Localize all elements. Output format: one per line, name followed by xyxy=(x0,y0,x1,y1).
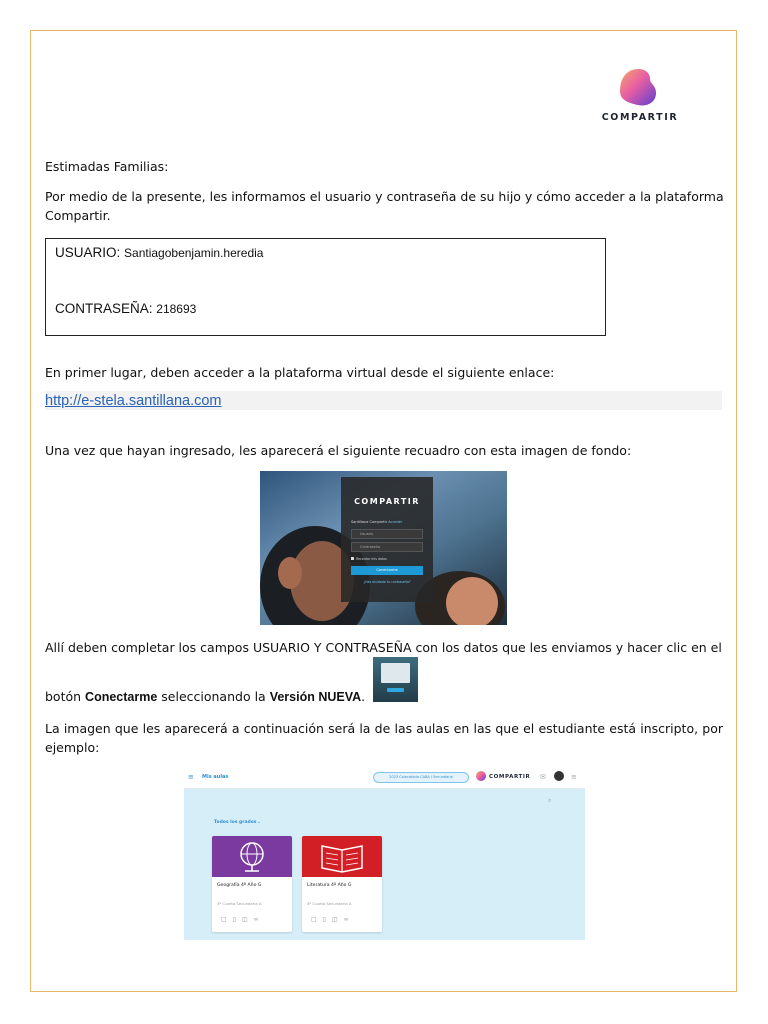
doc-icon[interactable]: ▯ xyxy=(232,916,242,923)
card-header xyxy=(302,836,382,877)
mail-icon[interactable]: ✉ xyxy=(540,773,546,781)
intro-paragraph: Por medio de la presente, les informamos el usuario y contraseña de su hijo y cómo acceder a la plataforma Compartir. xyxy=(45,189,724,223)
card-subtitle: 4º Cuarto Secundaria A xyxy=(307,901,352,906)
book-icon[interactable]: ◫ xyxy=(241,916,254,923)
classroom-card-literatura[interactable] xyxy=(302,836,382,932)
card-actions xyxy=(221,916,265,923)
thumbnail-screen xyxy=(381,663,410,683)
classrooms-title: Mis aulas xyxy=(202,774,229,780)
login-remember[interactable] xyxy=(351,557,387,561)
step3-end: . xyxy=(361,689,366,704)
link-icon[interactable]: ∞ xyxy=(343,916,355,923)
login-panel xyxy=(341,477,433,602)
menu-icon[interactable]: ≡ xyxy=(188,773,194,781)
grade-filter[interactable]: Todos los grados xyxy=(214,820,257,825)
step3-line2 xyxy=(45,687,365,707)
book-open-icon xyxy=(302,836,382,877)
card-subtitle: 4º Cuarto Secundaria A xyxy=(217,901,262,906)
thumbnail-button xyxy=(387,688,404,692)
step2-text: Una vez que hayan ingresado, les aparecerá el siguiente recuadro con esta imagen de fondo: xyxy=(45,443,632,458)
username-label: USUARIO: xyxy=(55,245,121,260)
login-username-input[interactable]: Usuario xyxy=(351,529,423,539)
brand-wordmark: COMPARTIR xyxy=(489,774,531,780)
classrooms-screenshot-image xyxy=(184,768,585,940)
password-row xyxy=(55,301,196,316)
step3-mid: seleccionando la xyxy=(161,689,266,704)
username-row xyxy=(55,245,263,260)
link-icon[interactable]: ∞ xyxy=(253,916,265,923)
step4-text: La imagen que les aparecerá a continuación será la de las aulas en las que el estudiante está inscripto, por ejemplo: xyxy=(45,721,723,755)
globe-icon xyxy=(212,836,292,877)
card-name: Geografía 4º Año G xyxy=(217,883,262,888)
login-password-input[interactable]: Contraseña xyxy=(351,542,423,552)
step1-text: En primer lugar, deben acceder a la plataforma virtual desde el siguiente enlace: xyxy=(45,365,555,380)
classrooms-topbar xyxy=(184,768,585,789)
folder-icon[interactable]: □ xyxy=(221,916,233,923)
chevron-down-icon[interactable]: ⌄ xyxy=(257,820,261,825)
remember-label: Recordar mis datos xyxy=(356,557,387,561)
search-icon[interactable]: ⌕ xyxy=(548,797,552,804)
password-label: CONTRASEÑA: xyxy=(55,301,153,316)
login-connect-button[interactable]: Conectarme xyxy=(351,566,423,575)
school-selector[interactable]: 2023 Colecatorio CABA / Secundaria xyxy=(373,772,469,783)
remember-checkbox[interactable] xyxy=(351,557,354,560)
compartir-logo xyxy=(598,67,682,125)
connect-keyword: Conectarme xyxy=(85,690,158,704)
greeting: Estimadas Familias: xyxy=(45,159,169,174)
password-value: 218693 xyxy=(156,302,197,316)
avatar[interactable] xyxy=(554,771,564,781)
doc-icon[interactable]: ▯ xyxy=(322,916,332,923)
folder-icon[interactable]: □ xyxy=(311,916,323,923)
brand-icon xyxy=(476,771,486,781)
compartir-wordmark: COMPARTIR xyxy=(601,112,679,123)
new-version-thumbnail xyxy=(373,657,418,702)
platform-link[interactable]: http://e-stela.santillana.com xyxy=(45,393,222,409)
login-panel-title: COMPARTIR xyxy=(354,497,420,506)
card-header xyxy=(212,836,292,877)
more-menu-icon[interactable]: ≡ xyxy=(571,773,577,781)
step3-prefix: botón xyxy=(45,689,82,704)
login-welcome-link[interactable]: Acceder xyxy=(388,520,403,524)
credentials-box xyxy=(45,238,606,336)
book-icon[interactable]: ◫ xyxy=(331,916,344,923)
username-value: Santiagobenjamin.heredia xyxy=(124,246,264,260)
card-name: Literatura 4º Año G xyxy=(307,883,352,888)
card-actions xyxy=(311,916,355,923)
classroom-card-geografia[interactable] xyxy=(212,836,292,932)
new-version-keyword: Versión NUEVA xyxy=(269,690,362,704)
login-screenshot-image xyxy=(260,471,507,625)
login-welcome xyxy=(351,520,402,524)
login-welcome-text: Santillana Compartir xyxy=(351,520,388,524)
step3-line1: Allí deben completar los campos USUARIO Y CONTRASEÑA con los datos que les enviamos y hacer clic en el xyxy=(45,640,722,655)
login-forgot-link[interactable]: ¿Has olvidado tu contraseña? xyxy=(363,580,411,584)
compartir-logo-mark xyxy=(598,67,682,113)
